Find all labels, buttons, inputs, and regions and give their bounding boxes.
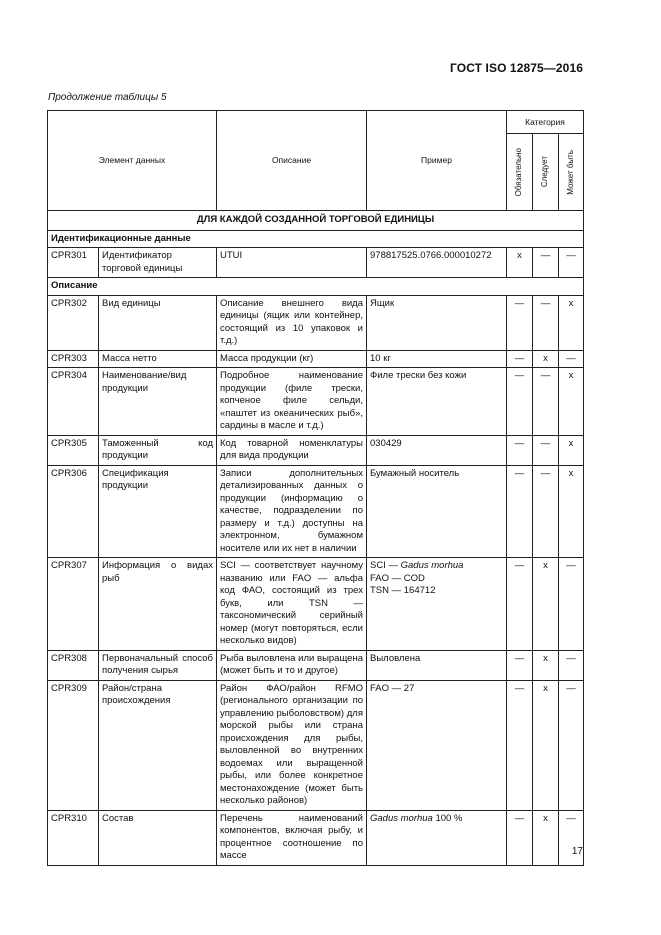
section-row: [48, 211, 584, 231]
row-description: Перечень наименований компонентов, включая рыбу, и процентное соотношение по массе: [217, 810, 367, 865]
header-category: Категория: [507, 111, 584, 134]
row-name: Район/страна происхождения: [99, 680, 217, 810]
header-cat-should: Следует: [533, 134, 559, 211]
row-cat-mandatory: —: [507, 368, 533, 436]
row-description: Описание внешнего вида единицы (ящик или контейнер, состоящий из 10 упаковок и т.д.): [217, 295, 367, 350]
data-elements-table: [47, 110, 584, 866]
row-description: Подробное наименование продукции (филе трески, копченое филе сельди, «паштет из океанических рыб», сардины в масле и т.д.): [217, 368, 367, 436]
example-line: TSN — 164712: [370, 585, 436, 596]
subsection-row: [48, 278, 584, 296]
row-example: 978817525.0766.000010272: [367, 248, 507, 278]
row-code: CPR301: [48, 248, 99, 278]
row-code: CPR309: [48, 680, 99, 810]
row-cat-may: x: [559, 368, 584, 436]
table-row: [48, 350, 584, 368]
row-cat-may: —: [559, 350, 584, 368]
row-description: UTUI: [217, 248, 367, 278]
row-description: Записи дополнительных детализированных данных о продукции (информацию о качестве, подразделении по размеру и т.д.) доступны на электронном, бумажном носителе или их нет в наличии: [217, 465, 367, 558]
row-cat-may: —: [559, 248, 584, 278]
row-code: CPR308: [48, 650, 99, 680]
row-example: [367, 558, 507, 651]
example-line: FAO — COD: [370, 572, 425, 584]
row-example: FAO — 27: [367, 680, 507, 810]
table-row: [48, 248, 584, 278]
subsection-desc: Описание: [48, 278, 584, 296]
row-cat-should: —: [533, 295, 559, 350]
header-element: Элемент данных: [48, 111, 217, 211]
row-description: Рыба выловлена или выращена (может быть и то и другое): [217, 650, 367, 680]
table-continuation-caption: Продолжение таблицы 5: [48, 92, 167, 103]
row-name: Таможенный код продукции: [99, 435, 217, 465]
table-row: [48, 295, 584, 350]
row-code: CPR303: [48, 350, 99, 368]
row-name: Спецификация продукции: [99, 465, 217, 558]
row-cat-should: x: [533, 558, 559, 651]
page-number: 17: [571, 846, 583, 857]
row-cat-should: —: [533, 368, 559, 436]
table-row: [48, 680, 584, 810]
section-title: ДЛЯ КАЖДОЙ СОЗДАННОЙ ТОРГОВОЙ ЕДИНИЦЫ: [48, 211, 584, 231]
row-example: 030429: [367, 435, 507, 465]
row-description: Район ФАО/район RFMO (регионального организации по управлению рыболовством) для морской рыбы или страна происхождения для рыбы, выловленной во внутренних водоемах или выращенной рыбы, или более конкретное местонахождение (может быть несколько районов): [217, 680, 367, 810]
row-name: Идентификатор торговой единицы: [99, 248, 217, 278]
row-cat-may: x: [559, 435, 584, 465]
header-cat-mandatory: Обязательно: [507, 134, 533, 211]
row-description: Масса продукции (кг): [217, 350, 367, 368]
row-cat-mandatory: —: [507, 810, 533, 865]
header-description: Описание: [217, 111, 367, 211]
table-row: [48, 435, 584, 465]
row-cat-should: x: [533, 650, 559, 680]
document-code: ГОСТ ISO 12875—2016: [450, 61, 583, 75]
row-name: Информация о видах рыб: [99, 558, 217, 651]
row-code: CPR310: [48, 810, 99, 865]
table-row: [48, 810, 584, 865]
row-code: CPR304: [48, 368, 99, 436]
row-code: CPR306: [48, 465, 99, 558]
row-cat-may: x: [559, 465, 584, 558]
row-example: 10 кг: [367, 350, 507, 368]
header-cat-may: Может быть: [559, 134, 584, 211]
row-name: Состав: [99, 810, 217, 865]
row-name: Масса нетто: [99, 350, 217, 368]
subsection-row: [48, 230, 584, 248]
table-row: [48, 558, 584, 651]
row-code: CPR305: [48, 435, 99, 465]
row-cat-should: —: [533, 465, 559, 558]
row-name: Вид единицы: [99, 295, 217, 350]
row-code: CPR307: [48, 558, 99, 651]
row-example: Ящик: [367, 295, 507, 350]
table-row: [48, 650, 584, 680]
row-code: CPR302: [48, 295, 99, 350]
row-cat-should: x: [533, 810, 559, 865]
row-cat-mandatory: —: [507, 295, 533, 350]
row-description: SCI — соответствует научному названию или FAO — альфа код ФАО, состоящий из трех букв, или TSN — таксономический серийный номер (могут повторяться, если несколько видов): [217, 558, 367, 651]
row-cat-mandatory: —: [507, 350, 533, 368]
row-cat-mandatory: —: [507, 558, 533, 651]
table-row: [48, 465, 584, 558]
row-cat-mandatory: x: [507, 248, 533, 278]
row-example: Бумажный носитель: [367, 465, 507, 558]
row-cat-mandatory: —: [507, 465, 533, 558]
example-line: SCI — Gadus morhua: [370, 560, 464, 571]
row-name: Первоначальный способ получения сырья: [99, 650, 217, 680]
row-cat-may: x: [559, 295, 584, 350]
row-cat-should: x: [533, 680, 559, 810]
row-cat-may: —: [559, 680, 584, 810]
row-cat-mandatory: —: [507, 650, 533, 680]
row-cat-should: —: [533, 435, 559, 465]
header-example: Пример: [367, 111, 507, 211]
row-example: Выловлена: [367, 650, 507, 680]
row-example: Филе трески без кожи: [367, 368, 507, 436]
row-cat-mandatory: —: [507, 680, 533, 810]
table-row: [48, 368, 584, 436]
table-header-row: [48, 111, 584, 134]
row-example: Gadus morhua 100 %: [367, 810, 507, 865]
row-cat-may: —: [559, 558, 584, 651]
subsection-ident: Идентификационные данные: [48, 230, 584, 248]
row-cat-should: x: [533, 350, 559, 368]
row-cat-may: —: [559, 810, 584, 865]
row-description: Код товарной номенклатуры для вида продукции: [217, 435, 367, 465]
row-cat-may: —: [559, 650, 584, 680]
row-name: Наименование/вид продукции: [99, 368, 217, 436]
row-cat-should: —: [533, 248, 559, 278]
row-cat-mandatory: —: [507, 435, 533, 465]
